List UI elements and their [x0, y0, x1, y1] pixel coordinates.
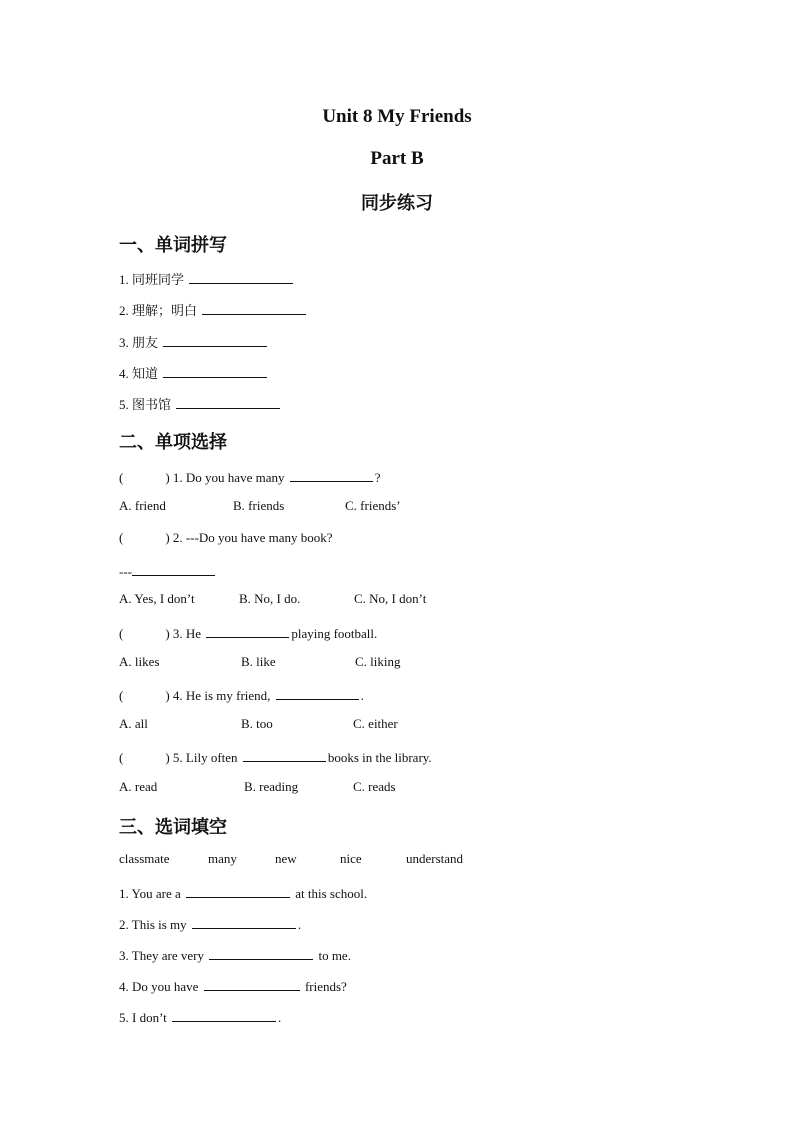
option[interactable]: B. reading	[244, 779, 299, 794]
options-row	[119, 716, 719, 734]
choice-question: ( ) 1. Do you have many ?	[119, 467, 381, 485]
choice-question: ( ) 4. He is my friend, .	[119, 685, 364, 703]
page-title: Unit 8 My Friends	[322, 106, 472, 127]
answer-blank[interactable]	[163, 332, 267, 347]
option[interactable]: B. like	[241, 654, 276, 669]
answer-blank[interactable]	[192, 914, 296, 929]
answer-blank[interactable]	[206, 623, 289, 638]
word-bank-item: new	[275, 851, 297, 866]
option[interactable]: A. read	[119, 779, 158, 794]
part-label: Part B	[370, 148, 424, 169]
answer-blank[interactable]	[209, 945, 313, 960]
answer-blank[interactable]	[276, 685, 359, 700]
spelling-item: 2. 理解；明白	[119, 300, 308, 318]
spelling-item: 3. 朋友	[119, 332, 269, 350]
choice-question: ( ) 2. ---Do you have many book?	[119, 530, 333, 545]
page-subtitle: 同步练习	[361, 193, 433, 214]
options-row	[119, 498, 719, 516]
word-bank-item: many	[208, 851, 237, 866]
choice-question: ( ) 5. Lily often books in the library.	[119, 747, 432, 765]
fill-item: 5. I don’t .	[119, 1007, 281, 1025]
options-row	[119, 591, 719, 609]
fill-item: 3. They are very to me.	[119, 945, 351, 963]
fill-item: 4. Do you have friends?	[119, 976, 347, 994]
answer-blank[interactable]	[172, 1007, 276, 1022]
section-heading-fill: 三、选词填空	[119, 817, 227, 838]
spelling-item: 4. 知道	[119, 363, 269, 381]
option[interactable]: C. either	[353, 716, 398, 731]
option[interactable]: B. too	[241, 716, 273, 731]
option[interactable]: A. friend	[119, 498, 166, 513]
spelling-item: 5. 图书馆	[119, 394, 282, 412]
answer-blank[interactable]	[163, 363, 267, 378]
answer-line: ---	[119, 561, 217, 579]
options-row	[119, 779, 719, 797]
option[interactable]: B. No, I do.	[239, 591, 301, 606]
option[interactable]: A. all	[119, 716, 148, 731]
choice-question: ( ) 3. He playing football.	[119, 623, 377, 641]
option[interactable]: C. No, I don’t	[354, 591, 427, 606]
section-heading-spelling: 一、单词拼写	[119, 235, 227, 256]
option[interactable]: C. liking	[355, 654, 401, 669]
section-heading-choice: 二、单项选择	[119, 432, 227, 453]
fill-item: 2. This is my .	[119, 914, 301, 932]
answer-blank[interactable]	[243, 747, 326, 762]
answer-blank[interactable]	[132, 561, 215, 576]
answer-blank[interactable]	[202, 300, 306, 315]
answer-blank[interactable]	[204, 976, 300, 991]
spelling-item: 1. 同班同学	[119, 269, 295, 287]
word-bank-item: understand	[406, 851, 464, 866]
word-bank-item: classmate	[119, 851, 170, 866]
options-row	[119, 654, 719, 672]
option[interactable]: A. likes	[119, 654, 160, 669]
option[interactable]: A. Yes, I don’t	[119, 591, 195, 606]
fill-item: 1. You are a at this school.	[119, 883, 367, 901]
answer-blank[interactable]	[176, 394, 280, 409]
word-bank-item: nice	[340, 851, 362, 866]
option[interactable]: C. reads	[353, 779, 396, 794]
option[interactable]: C. friends’	[345, 498, 401, 513]
answer-blank[interactable]	[186, 883, 290, 898]
answer-blank[interactable]	[189, 269, 293, 284]
word-bank	[119, 851, 719, 869]
answer-blank[interactable]	[290, 467, 373, 482]
option[interactable]: B. friends	[233, 498, 285, 513]
